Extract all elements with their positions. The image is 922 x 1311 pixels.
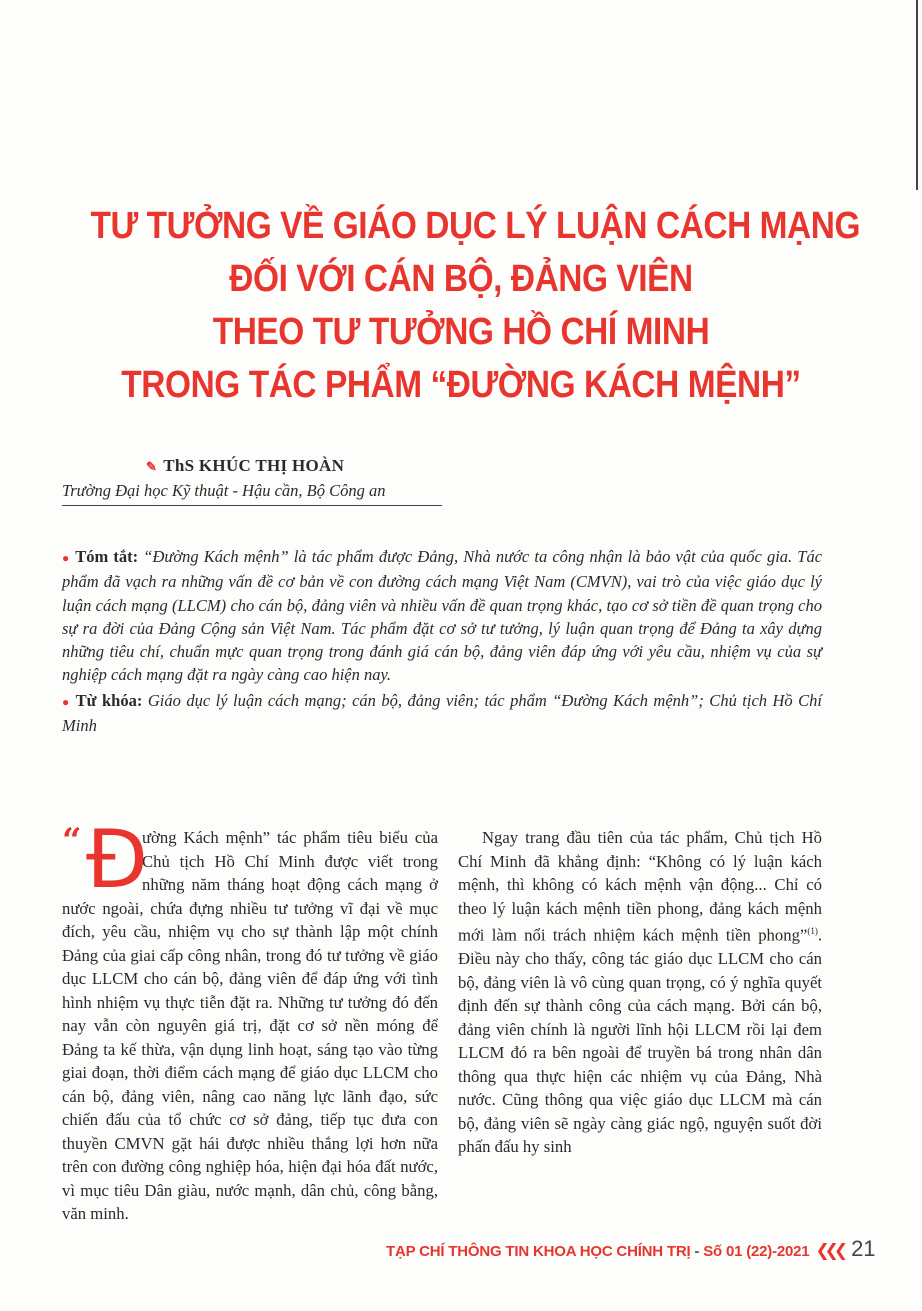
- author-name: ThS KHÚC THỊ HOÀN: [163, 456, 345, 475]
- keywords-text: Giáo dục lý luận cách mạng; cán bộ, đảng viên; tác phẩm “Đường Kách mệnh”; Chủ tịch Hồ Chí Minh: [62, 690, 823, 736]
- page-edge-line: [916, 0, 918, 190]
- footer-chevron-icon: ❮❮❮: [815, 1241, 844, 1260]
- body-column-left: [62, 813, 438, 1226]
- footnote-marker: (1): [807, 926, 818, 936]
- abstract-label: Tóm tắt:: [75, 547, 139, 566]
- opening-quote-mark: “: [62, 821, 82, 861]
- footer-issue: Số 01 (22)-2021: [703, 1243, 810, 1260]
- author-line: [146, 456, 344, 476]
- page-footer: [386, 1236, 875, 1262]
- keywords-label: Từ khóa:: [75, 690, 143, 710]
- abstract-text: “Đường Kách mệnh” là tác phẩm được Đảng, Nhà nước ta công nhận là bảo vật của quốc gia. Tác phẩm đã vạch ra những vấn đề cơ bản về con đường cách mạng Việt Nam (CMVN), vai trò của việc giáo dục lý luận cách mạng (LLCM) cho cán bộ, đảng viên và nhiều vấn đề quan trọng khác, tạo cơ sở tiền đề quan trọng cho sự ra đời của Đảng Cộng sản Việt Nam. Tác phẩm đặt cơ sở tư tưởng, lý luận quan trọng để Đảng ta xây dựng những tiêu chí, chuẩn mực quan trọng trong đánh giá cán bộ, đảng viên đáp ứng với yêu cầu, nhiệm vụ của sự nghiệp cách mạng đặt ra ngày càng cao hiện nay.: [62, 547, 823, 685]
- author-affiliation: Trường Đại học Kỹ thuật - Hậu cần, Bộ Công an: [62, 481, 442, 506]
- keywords-paragraph: [62, 689, 822, 738]
- author-bullet-icon: ✎: [146, 459, 158, 474]
- body-paragraph-2: [458, 826, 822, 1159]
- abstract-paragraph: [62, 545, 822, 687]
- body-paragraph-1: [62, 813, 438, 1226]
- abstract-bullet-icon: ●: [62, 551, 71, 565]
- title-line-3: THEO TƯ TƯỞNG HỒ CHÍ MINH: [212, 311, 710, 353]
- body-column-right: [458, 826, 822, 1159]
- drop-cap-letter: Đ: [86, 813, 148, 906]
- body-paragraph-2-end: . Điều này cho thấy, công tác giáo dục LLCM cho cán bộ, đảng viên là vô cùng quan trọng, có ý nghĩa quyết định đến sự thành công của cách mạng. Bởi cán bộ, đảng viên chính là người lĩnh hội LLCM rồi lại đem LLCM đó ra bên ngoài để truyền bá trong nhân dân thông qua thực hiện các nhiệm vụ của Đảng, Nhà nước. Cũng thông qua việc giáo dục LLCM mà cán bộ, đảng viên sẽ ngày càng giác ngộ, nguyện suốt đời phấn đấu hy sinh: [458, 925, 822, 1157]
- drop-cap-block: [62, 813, 148, 906]
- abstract-block: [62, 545, 822, 737]
- keywords-bullet-icon: ●: [62, 694, 71, 709]
- footer-journal-name: TẠP CHÍ THÔNG TIN KHOA HỌC CHÍNH TRỊ: [386, 1243, 691, 1260]
- title-line-1: TƯ TƯỞNG VỀ GIÁO DỤC LÝ LUẬN CÁCH MẠNG: [90, 205, 861, 247]
- title-line-2: ĐỐI VỚI CÁN BỘ, ĐẢNG VIÊN: [229, 258, 693, 300]
- article-title: [90, 200, 861, 412]
- title-line-4: TRONG TÁC PHẨM “ĐƯỜNG KÁCH MỆNH”: [121, 364, 801, 406]
- footer-separator: -: [690, 1243, 704, 1260]
- body-paragraph-2-start: Ngay trang đầu tiên của tác phẩm, Chủ tịch Hồ Chí Minh đã khẳng định: “Không có lý luận kách mệnh, thì không có kách mệnh vận động... Chỉ có theo lý luận kách mệnh tiền phong, đảng kách mệnh mới làm nổi trách nhiệm kách mệnh tiền phong”: [458, 828, 822, 945]
- body-paragraph-1-text: ường Kách mệnh” tác phẩm tiêu biểu của Chủ tịch Hồ Chí Minh được viết trong những năm tháng hoạt động cách mạng ở nước ngoài, chứa đựng nhiều tư tưởng vĩ đại về mục đích, yêu cầu, nhiệm vụ cho sự thành lập một chính Đảng của giai cấp công nhân, trong đó tư tưởng về giáo dục LLCM cho cán bộ, đảng viên để đáp ứng với tình hình nhiệm vụ thực tiễn đặt ra. Những tư tưởng đó đến nay vẫn còn nguyên giá trị, đặt cơ sở nền móng để Đảng ta kế thừa, vận dụng linh hoạt, sáng tạo vào từng giai đoạn, thời điểm cách mạng để giáo dục LLCM cho cán bộ, đảng viên, nâng cao năng lực lãnh đạo, sức chiến đấu của tổ chức cơ sở đảng, tiếp tục đưa con thuyền CMVN gặt hái được nhiều thắng lợi hơn nữa trên con đường công nghiệp hóa, hiện đại hóa đất nước, vì mục tiêu Dân giàu, nước mạnh, dân chủ, công bằng, văn minh.: [62, 828, 438, 1223]
- page-number: 21: [851, 1236, 876, 1261]
